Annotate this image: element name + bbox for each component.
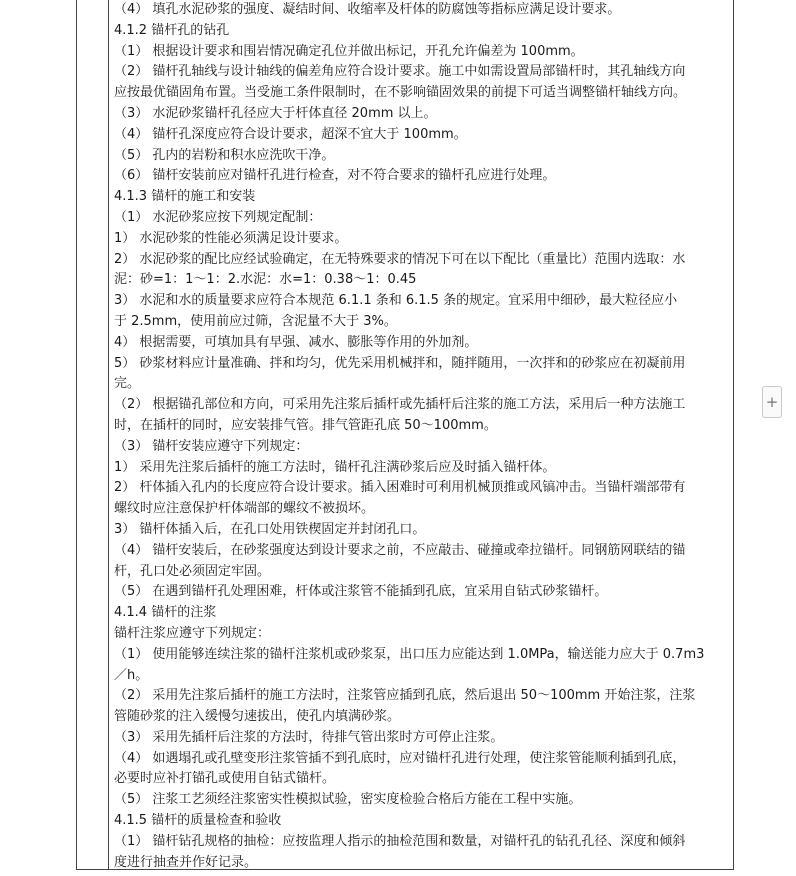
- text-line: （1） 根据设计要求和围岩情况确定孔位并做出标记，开孔允许偏差为 100mm。: [114, 43, 584, 59]
- expand-button[interactable]: [762, 386, 782, 418]
- text-line: 4） 根据需要，可填加具有早强、减水、膨胀等作用的外加剂。: [114, 334, 478, 350]
- text-line: （4） 锚杆安装后，在砂浆强度达到设计要求之前，不应敲击、碰撞或牵拉锚杆。同钢筋网联结的锚: [114, 542, 686, 558]
- text-line: 5） 砂浆材料应计量准确、拌和均匀，优先采用机械拌和，随拌随用，一次拌和的砂浆应在初凝前用: [114, 355, 686, 371]
- text-line: 应按最优锚固角布置。当受施工条件限制时，在不影响锚固效果的前提下可适当调整锚杆轴线方向。: [114, 85, 687, 101]
- table-column-divider: [108, 0, 109, 870]
- text-line: （2） 采用先注浆后插杆的施工方法时，注浆管应插到孔底，然后退出 50～100mm 开始注浆，注浆: [114, 688, 696, 704]
- text-line: 杆，孔口处必须固定牢固。: [114, 563, 271, 579]
- document-content: [114, 0, 728, 873]
- section-heading: 4.1.3 锚杆的施工和安装: [114, 189, 256, 205]
- section-heading: 4.1.5 锚杆的质量检查和验收: [114, 813, 282, 829]
- text-line: 必要时应补打锚孔或使用自钻式锚杆。: [114, 771, 336, 787]
- text-line: （4） 填孔水泥砂浆的强度、凝结时间、收缩率及杆体的防腐蚀等指标应满足设计要求。: [114, 2, 621, 17]
- text-line: （3） 水泥砂浆锚杆孔径应大于杆体直径 20mm 以上。: [114, 105, 437, 121]
- text-line: （4） 如遇塌孔或孔壁变形注浆管插不到孔底时，应对锚杆孔进行处理，使注浆管能顺利插到孔底，: [114, 750, 686, 766]
- text-line: 3） 锚杆体插入后，在孔口处用铁楔固定并封闭孔口。: [114, 521, 426, 537]
- section-heading: 4.1.4 锚杆的注浆: [114, 605, 217, 621]
- section-heading: 4.1.2 锚杆孔的钻孔: [114, 22, 230, 38]
- text-line: 管随砂浆的注入缓慢匀速拔出，使孔内填满砂浆。: [114, 709, 401, 725]
- text-line: 锚杆注浆应遵守下列规定：: [114, 625, 271, 641]
- text-line: （5） 注浆工艺须经注浆密实性模拟试验，密实度检验合格后方能在工程中实施。: [114, 792, 582, 808]
- text-line: （1） 锚杆钻孔规格的抽检：应按监理人指示的抽检范围和数量，对锚杆孔的钻孔孔径、深度和倾斜: [114, 833, 686, 849]
- text-line: （5） 在遇到锚杆孔处理困难，杆体或注浆管不能插到孔底，宜采用自钻式砂浆锚杆。: [114, 584, 608, 600]
- text-line: 1） 采用先注浆后插杆的施工方法时，锚杆孔注满砂浆后应及时插入锚杆体。: [114, 459, 556, 475]
- text-line: 2） 杆体插入孔内的长度应符合设计要求。插入困难时可利用机械顶推或风镐冲击。当锚杆端部带有: [114, 480, 686, 496]
- text-line: （1） 水泥砂浆应按下列规定配制：: [114, 209, 322, 225]
- text-line: 时，在插杆的同时，应安装排气管。排气管距孔底 50～100mm。: [114, 417, 497, 433]
- text-line: 度进行抽查并作好记录。: [114, 854, 258, 870]
- text-line: （1） 使用能够连续注浆的锚杆注浆机或砂浆泵，出口压力应能达到 1.0MPa，输送能力应大于 0.7m3: [114, 646, 705, 662]
- text-line: 1） 水泥砂浆的性能必须满足设计要求。: [114, 230, 348, 246]
- text-line: （6） 锚杆安装前应对锚杆孔进行检查，对不符合要求的锚杆孔应进行处理。: [114, 168, 556, 184]
- text-line: 3） 水泥和水的质量要求应符合本规范 6.1.1 条和 6.1.5 条的规定。宜采用中细砂，最大粒径应小: [114, 293, 678, 309]
- text-line: 螺纹时应注意保护杆体端部的螺纹不被损坏。: [114, 501, 375, 517]
- text-line: 于 2.5mm，使用前应过筛，含泥量不大于 3%。: [114, 313, 397, 329]
- text-line: 2） 水泥砂浆的配比应经试验确定，在无特殊要求的情况下可在以下配比（重量比）范围内选取：水: [114, 251, 686, 267]
- text-line: （5） 孔内的岩粉和积水应洗吹干净。: [114, 147, 335, 163]
- text-line: ／h。: [114, 667, 149, 683]
- text-line: （3） 锚杆安装应遵守下列规定：: [114, 438, 309, 454]
- text-line: （2） 锚杆孔轴线与设计轴线的偏差角应符合设计要求。施工中如需设置局部锚杆时，其孔轴线方向: [114, 64, 686, 80]
- text-line: 泥：砂=1：1～1：2.水泥：水=1：0.38～1：0.45: [114, 272, 417, 288]
- text-line: （3） 采用先插杆后注浆的方法时，待排气管出浆时方可停止注浆。: [114, 729, 504, 745]
- plus-icon: +: [765, 393, 779, 411]
- text-line: （2） 根据锚孔部位和方向，可采用先注浆后插杆或先插杆后注浆的施工方法，采用后一种方法施工: [114, 397, 686, 413]
- text-line: （4） 锚杆孔深度应符合设计要求，超深不宜大于 100mm。: [114, 126, 467, 142]
- text-line: 完。: [114, 376, 141, 392]
